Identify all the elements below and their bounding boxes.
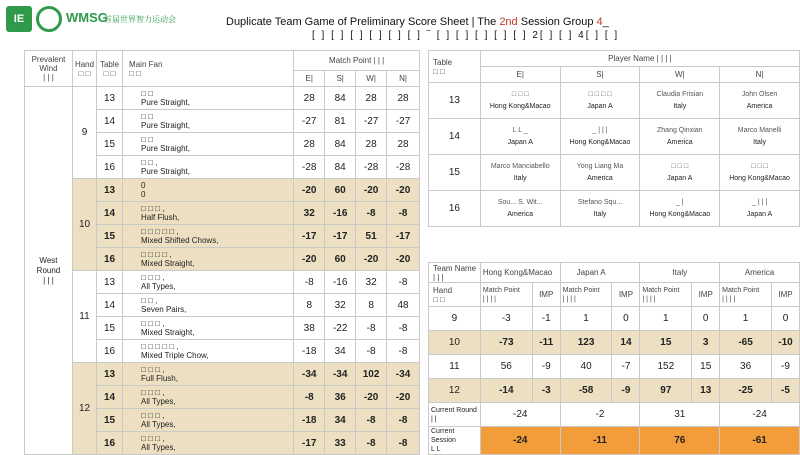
hand-score-row [429, 355, 800, 379]
hand-header: Hand □ □ [72, 51, 96, 87]
imp-value: -7 [612, 355, 640, 379]
fan-name: Seven Pairs, [141, 305, 187, 314]
current-session-value: -24 [480, 427, 560, 455]
fan-name: All Types, [141, 397, 176, 406]
fan-name-cn: □ □ □ , [141, 319, 165, 328]
match-point-value: -8 [387, 202, 420, 225]
player-cell [640, 191, 720, 227]
match-point-value: 28 [387, 87, 420, 110]
match-point-value: -8 [387, 317, 420, 340]
hand-number: 9 [72, 87, 96, 179]
match-point-value: -28 [356, 156, 387, 179]
imp-value: -9 [612, 379, 640, 403]
current-round-value: -24 [480, 403, 560, 427]
score-row [25, 87, 420, 110]
match-point-value: 36 [720, 355, 772, 379]
player-cell [480, 83, 560, 119]
main-fan-cell [123, 156, 294, 179]
table-number: 16 [97, 248, 123, 271]
player-name: □ □ □ [751, 162, 768, 170]
player-name-table [428, 50, 800, 227]
player-team: Hong Kong&Macao [729, 174, 790, 182]
match-point-value: -18 [294, 409, 325, 432]
page-subtitle: [ ] [ ] [ ] [ ] [ ] [ ] ‾ [ ] [ ] [ ] [ ] [ ] 2[ ] [ ] 4[ ] [ ] [312, 30, 620, 41]
col-north: N| [387, 71, 420, 87]
match-point-value: 28 [294, 87, 325, 110]
player-team: Hong Kong&Macao [649, 210, 711, 218]
table-number: 15 [97, 133, 123, 156]
fan-name: Pure Straight, [141, 167, 190, 176]
player-team: America [587, 174, 613, 182]
match-point-value: -28 [294, 156, 325, 179]
player-name: Claudia Frisian [656, 90, 704, 98]
page-header [0, 0, 800, 45]
table-number: 15 [97, 225, 123, 248]
wmsg-emblem-icon [36, 6, 62, 32]
main-fan-cell [123, 225, 294, 248]
match-point-value: -8 [387, 409, 420, 432]
player-name: John Olsen [741, 90, 778, 98]
hand-col-header: Hand □ □ [429, 283, 481, 307]
match-point-value: -8 [356, 409, 387, 432]
fan-name-cn: □ □ [141, 89, 153, 98]
table-number: 13 [97, 363, 123, 386]
current-round-value: -24 [720, 403, 800, 427]
player-cell [640, 83, 720, 119]
hand-score-row [429, 331, 800, 355]
player-name: _ | | | [751, 198, 768, 206]
table-number: 13 [97, 87, 123, 110]
hand-number: 11 [72, 271, 96, 363]
wmsg-logo-text: WMSG [66, 10, 108, 25]
player-table-number: 16 [429, 191, 481, 227]
match-point-value: 28 [294, 133, 325, 156]
table-number: 15 [97, 409, 123, 432]
match-point-value: -27 [387, 110, 420, 133]
mp-header: Match Point | | | | [720, 283, 772, 307]
mp-header: Match Point | | | | [560, 283, 612, 307]
table-number: 14 [97, 386, 123, 409]
match-point-value: 152 [640, 355, 692, 379]
current-round-row [429, 403, 800, 427]
imp-value: 0 [771, 307, 799, 331]
match-point-value: 1 [640, 307, 692, 331]
player-name: Marco Manciabello [490, 162, 550, 170]
fan-name-cn: □ □ □ , [141, 204, 165, 213]
score-row [25, 179, 420, 202]
fan-name: All Types, [141, 443, 176, 452]
match-point-value: -8 [294, 271, 325, 294]
match-point-value: -8 [356, 340, 387, 363]
player-team: Italy [593, 210, 607, 218]
main-fan-cell [123, 363, 294, 386]
fan-name-cn: □ □ , [141, 158, 158, 167]
hand-score-number: 9 [429, 307, 481, 331]
main-fan-cell [123, 87, 294, 110]
match-point-value: -8 [356, 317, 387, 340]
fan-name: Pure Straight, [141, 121, 190, 130]
match-point-value: -65 [720, 331, 772, 355]
match-point-value: 8 [356, 294, 387, 317]
match-point-value: -27 [356, 110, 387, 133]
table-number: 16 [97, 156, 123, 179]
match-point-value: -27 [294, 110, 325, 133]
player-team: Italy [753, 138, 766, 146]
imp-value: -11 [532, 331, 560, 355]
match-point-value: -17 [294, 432, 325, 455]
main-fan-cell [123, 271, 294, 294]
match-point-value: -18 [294, 340, 325, 363]
player-row [429, 119, 800, 155]
score-row [25, 363, 420, 386]
fan-name: Pure Straight, [141, 98, 190, 107]
player-table-number: 14 [429, 119, 481, 155]
wmsg-logo-cn: 首届世界智力运动会 [104, 15, 176, 24]
imp-value: -5 [771, 379, 799, 403]
player-row [429, 83, 800, 119]
main-fan-cell [123, 248, 294, 271]
fan-name-cn: □ □ □ □ □ , [141, 342, 179, 351]
match-point-value: 33 [325, 432, 356, 455]
match-point-value: -28 [387, 156, 420, 179]
col-south: S| [325, 71, 356, 87]
mp-header: Match Point | | | | [640, 283, 692, 307]
match-point-value: 32 [294, 202, 325, 225]
player-team: America [507, 210, 534, 218]
current-session-value: 76 [640, 427, 720, 455]
fan-name: Mixed Straight, [141, 328, 195, 337]
player-cell [640, 155, 720, 191]
hand-number: 12 [72, 363, 96, 455]
player-row [429, 155, 800, 191]
main-fan-cell [123, 432, 294, 455]
team-america: America [720, 263, 800, 283]
team-hongkong: Hong Kong&Macao [480, 263, 560, 283]
wind-label-sub: | | | [43, 275, 54, 285]
fan-name: Mixed Straight, [141, 259, 195, 268]
fan-name-cn: □ □ □ , [141, 388, 165, 397]
match-point-value: 97 [640, 379, 692, 403]
match-point-value: 56 [480, 355, 532, 379]
match-point-value: 34 [325, 409, 356, 432]
match-point-value: 28 [356, 133, 387, 156]
hand-score-number: 10 [429, 331, 481, 355]
match-point-value: 48 [387, 294, 420, 317]
col-west: W| [356, 71, 387, 87]
fan-name: All Types, [141, 420, 176, 429]
player-table-number: 15 [429, 155, 481, 191]
current-session-label: Current Session L L [429, 427, 481, 455]
imp-value: 0 [692, 307, 720, 331]
match-point-value: -34 [294, 363, 325, 386]
main-fan-cell [123, 317, 294, 340]
fan-name: Mixed Shifted Chows, [141, 236, 219, 245]
main-fan-cell [123, 202, 294, 225]
hand-number: 10 [72, 179, 96, 271]
match-point-value: 60 [325, 179, 356, 202]
fan-name-cn: □ □ , [141, 296, 158, 305]
imp-value: 13 [692, 379, 720, 403]
team-name-header: Team Name | | | [429, 263, 481, 283]
player-name: □ □ □ [671, 162, 689, 170]
match-point-value: -3 [480, 307, 532, 331]
fan-name-cn: □ □ □ , [141, 365, 165, 374]
match-point-value: -17 [387, 225, 420, 248]
player-col-west: W| [640, 67, 720, 83]
match-point-value: -22 [325, 317, 356, 340]
wind-label: West Round [36, 255, 61, 275]
match-point-value: -20 [356, 179, 387, 202]
hand-score-row [429, 307, 800, 331]
imp-value: 15 [692, 355, 720, 379]
prevalent-wind-header: Prevalent Wind | | | [25, 51, 73, 87]
imp-value: 0 [612, 307, 640, 331]
table-number: 14 [97, 202, 123, 225]
table-number: 16 [97, 340, 123, 363]
match-point-value: 81 [325, 110, 356, 133]
team-italy: Italy [640, 263, 720, 283]
player-team: Hong Kong&Macao [569, 138, 631, 146]
imp-value: -9 [771, 355, 799, 379]
table-number: 13 [97, 179, 123, 202]
match-point-value: -8 [387, 432, 420, 455]
match-point-value: 32 [356, 271, 387, 294]
player-name: Marco Manelli [737, 126, 782, 134]
match-point-value: -20 [294, 179, 325, 202]
main-fan-cell [123, 386, 294, 409]
player-cell [560, 155, 640, 191]
imp-value: 3 [692, 331, 720, 355]
match-point-value: -20 [387, 248, 420, 271]
player-name: L L _ [512, 126, 528, 134]
match-point-value: -8 [294, 386, 325, 409]
match-point-value: 84 [325, 133, 356, 156]
match-point-value: 1 [720, 307, 772, 331]
player-team: Japan A [507, 138, 533, 146]
match-point-value: -34 [387, 363, 420, 386]
player-cell [720, 83, 800, 119]
player-team: Hong Kong&Macao [489, 102, 551, 110]
match-point-value: -16 [325, 202, 356, 225]
main-fan-cell [123, 110, 294, 133]
player-cell [480, 119, 560, 155]
match-point-value: 51 [356, 225, 387, 248]
fan-name-cn: □ □ □ □ □ , [141, 227, 179, 236]
match-point-value: 102 [356, 363, 387, 386]
player-name-header: Player Name | | | | [480, 51, 799, 67]
imp-header: IMP [532, 283, 560, 307]
player-cell [480, 191, 560, 227]
match-point-value: 34 [325, 340, 356, 363]
prevalent-wind-cell [25, 87, 73, 455]
match-point-value: 15 [640, 331, 692, 355]
player-cell [560, 119, 640, 155]
imp-value: -3 [532, 379, 560, 403]
fan-name-cn: □ □ □ , [141, 411, 165, 420]
current-round-label: Current Round | | [429, 403, 481, 427]
player-col-east: E| [480, 67, 560, 83]
match-point-value: 84 [325, 87, 356, 110]
hand-score-number: 11 [429, 355, 481, 379]
player-cell [720, 119, 800, 155]
table-number: 14 [97, 110, 123, 133]
current-session-row [429, 427, 800, 455]
fan-name: All Types, [141, 282, 176, 291]
imp-value: -9 [532, 355, 560, 379]
fan-name: 0 [141, 190, 146, 199]
match-point-value: -34 [325, 363, 356, 386]
player-team: Japan A [587, 102, 613, 110]
match-point-value: -14 [480, 379, 532, 403]
match-point-value: -20 [387, 179, 420, 202]
player-name: Stefano Squ... [577, 198, 623, 206]
imp-value: 14 [612, 331, 640, 355]
player-team: America [666, 138, 693, 146]
score-row [25, 271, 420, 294]
match-point-value: 36 [325, 386, 356, 409]
player-cell [480, 155, 560, 191]
match-point-value: -58 [560, 379, 612, 403]
player-cell [560, 83, 640, 119]
fan-name-cn: □ □ [141, 112, 153, 121]
fan-name: Pure Straight, [141, 144, 190, 153]
player-col-south: S| [560, 67, 640, 83]
match-point-value: 84 [325, 156, 356, 179]
table-col-header: Table □ □ [429, 51, 481, 83]
fan-name-cn: □ □ □ , [141, 273, 165, 282]
fan-name-cn: □ □ □ , [141, 434, 165, 443]
player-team: America [746, 102, 773, 110]
match-point-value: 8 [294, 294, 325, 317]
table-number: 15 [97, 317, 123, 340]
match-point-value: -8 [356, 432, 387, 455]
mp-header: Match Point | | | | [480, 283, 532, 307]
table-header: Table □ □ [97, 51, 123, 87]
team-score-table [428, 262, 800, 455]
team-japan: Japan A [560, 263, 640, 283]
match-point-value: 123 [560, 331, 612, 355]
match-point-value: 28 [387, 133, 420, 156]
match-point-value: -73 [480, 331, 532, 355]
table-number: 16 [97, 432, 123, 455]
player-name: □ □ □ □ [588, 90, 612, 98]
current-session-value: -11 [560, 427, 640, 455]
table-number: 14 [97, 294, 123, 317]
match-point-value: 28 [356, 87, 387, 110]
main-fan-header: Main Fan □ □ [123, 51, 294, 87]
hand-score-row [429, 379, 800, 403]
match-point-value: -17 [325, 225, 356, 248]
match-point-value: -8 [387, 340, 420, 363]
player-cell [560, 191, 640, 227]
match-point-value: -16 [325, 271, 356, 294]
match-point-value: -8 [387, 271, 420, 294]
player-name: Zhang Qinxian [657, 126, 703, 134]
hand-score-number: 12 [429, 379, 481, 403]
match-point-header: Match Point | | | [294, 51, 420, 71]
fan-name-cn: 0 [141, 181, 146, 190]
col-east: E| [294, 71, 325, 87]
player-cell [720, 191, 800, 227]
player-name: Yong Liang Ma [576, 162, 624, 170]
match-point-value: 60 [325, 248, 356, 271]
player-name: Sou... S. Wit... [497, 198, 543, 206]
current-round-value: -2 [560, 403, 640, 427]
fan-name-cn: □ □ □ □ , [141, 250, 172, 259]
imp-value: -10 [771, 331, 799, 355]
organizer-logo: IE [6, 6, 32, 32]
player-name: _ | [675, 198, 684, 206]
player-team: Italy [673, 102, 687, 110]
match-point-value: -25 [720, 379, 772, 403]
match-point-value: -8 [356, 202, 387, 225]
player-team: Japan A [746, 210, 773, 218]
match-point-value: 38 [294, 317, 325, 340]
fan-name-cn: □ □ [141, 135, 153, 144]
match-point-value: 1 [560, 307, 612, 331]
match-point-value: 40 [560, 355, 612, 379]
match-point-value: -20 [356, 248, 387, 271]
page-title: Duplicate Team Game of Preliminary Score Sheet | The 2nd Session Group 4_ [226, 16, 609, 28]
player-row [429, 191, 800, 227]
match-point-value: -20 [387, 386, 420, 409]
main-fan-cell [123, 340, 294, 363]
main-fan-cell [123, 133, 294, 156]
match-point-value: -20 [294, 248, 325, 271]
table-number: 13 [97, 271, 123, 294]
main-fan-cell [123, 179, 294, 202]
fan-name: Mixed Triple Chow, [141, 351, 209, 360]
fan-name: Full Flush, [141, 374, 178, 383]
main-fan-cell [123, 294, 294, 317]
player-name: □ □ □ [511, 90, 529, 98]
player-team: Italy [513, 174, 527, 182]
fan-name: Half Flush, [141, 213, 180, 222]
player-col-north: N| [720, 67, 800, 83]
player-name: _ | | | [592, 126, 608, 134]
main-fan-cell [123, 409, 294, 432]
score-table [24, 50, 420, 455]
match-point-value: 32 [325, 294, 356, 317]
current-round-value: 31 [640, 403, 720, 427]
imp-value: -1 [532, 307, 560, 331]
player-cell [720, 155, 800, 191]
current-session-value: -61 [720, 427, 800, 455]
player-team: Japan A [667, 174, 693, 182]
imp-header: IMP [612, 283, 640, 307]
match-point-value: -20 [356, 386, 387, 409]
imp-header: IMP [692, 283, 720, 307]
player-table-number: 13 [429, 83, 481, 119]
player-cell [640, 119, 720, 155]
match-point-value: -17 [294, 225, 325, 248]
imp-header: IMP [771, 283, 799, 307]
